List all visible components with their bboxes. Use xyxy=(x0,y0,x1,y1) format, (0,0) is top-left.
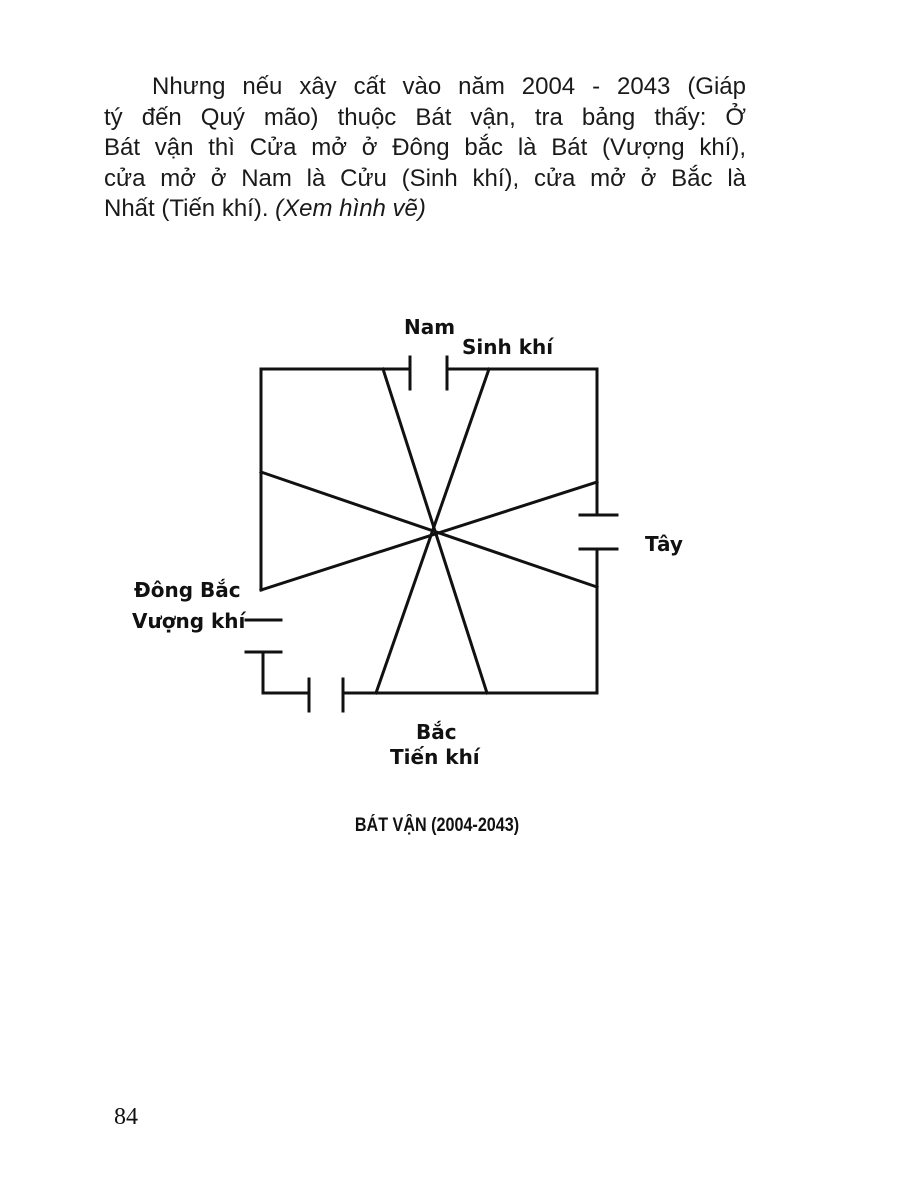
label-tay: Tây xyxy=(645,532,683,556)
label-nam: Nam xyxy=(404,315,456,339)
ray-east-west-a xyxy=(261,472,597,587)
paragraph-line-1: Nhưng nếu xây cất vào năm 2004 - 2043 (Giáp xyxy=(152,73,746,100)
wall-right-bottom xyxy=(343,549,597,693)
figure-caption: BÁT VẬN (2004-2043) xyxy=(354,815,520,836)
paragraph-line-5-text: Nhất (Tiến khí). xyxy=(104,195,276,222)
label-tien-khi: Tiến khí xyxy=(390,745,480,769)
paragraph-line-2: tý đến Quý mão) thuộc Bát vận, tra bảng thấy: Ở xyxy=(104,103,746,131)
label-dong-bac: Đông Bắc xyxy=(134,578,241,602)
label-vuong-khi: Vượng khí xyxy=(132,609,246,633)
paragraph-line-3: Bát vận thì Cửa mở ở Đông bắc là Bát (Vượng khí), xyxy=(104,134,746,161)
wall-left-bottom xyxy=(263,652,309,693)
page-number: 84 xyxy=(114,1104,138,1130)
ray-east-west-b xyxy=(261,482,597,590)
paragraph-line-4: cửa mở ở Nam là Cửu (Sinh khí), cửa mở ở Bắc là xyxy=(104,164,746,192)
label-sinh-khi: Sinh khí xyxy=(462,335,554,359)
label-bac: Bắc xyxy=(416,720,457,744)
wall-top-right xyxy=(447,369,597,515)
see-figure-note: (Xem hình vẽ) xyxy=(275,195,426,222)
